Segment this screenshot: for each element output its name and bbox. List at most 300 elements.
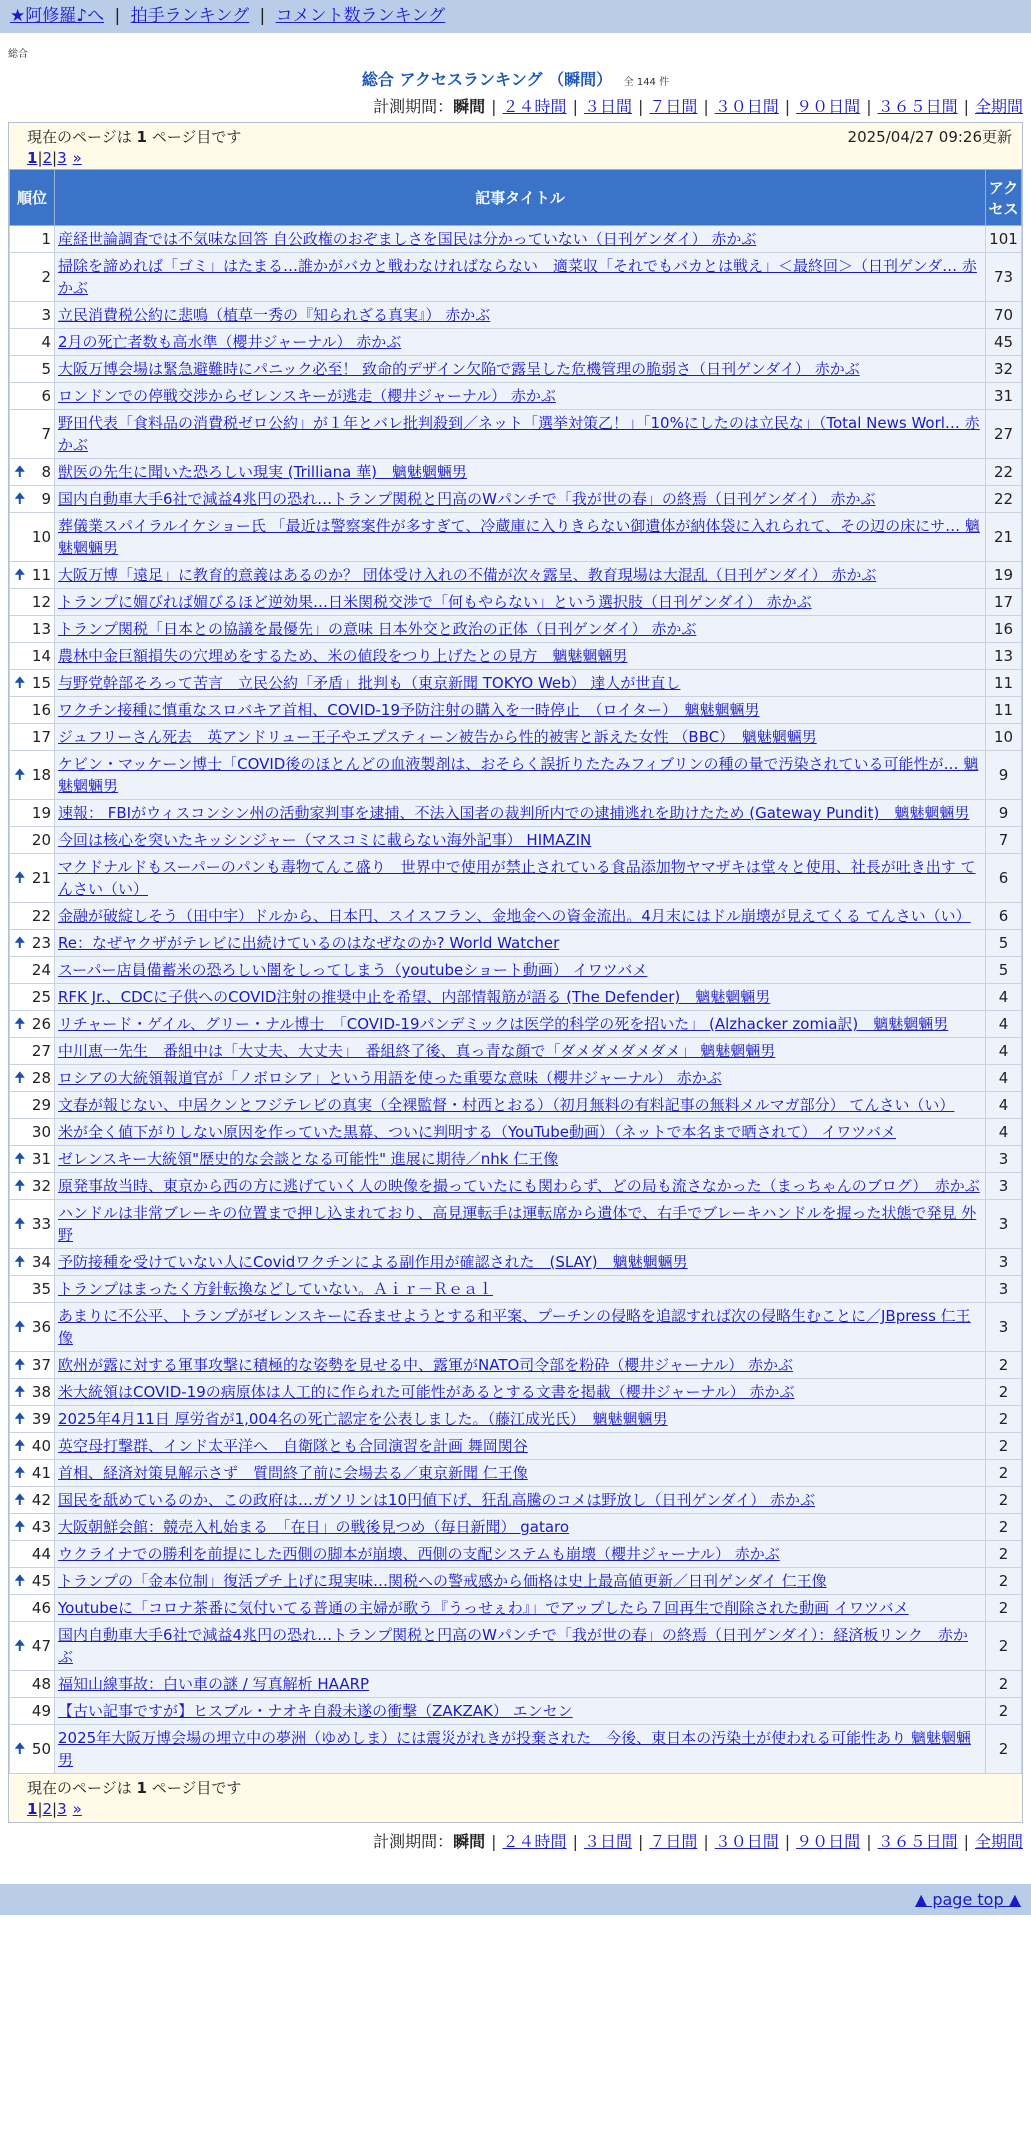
rank-cell: [10, 1092, 55, 1119]
access-count: 2: [986, 1622, 1022, 1671]
rank-cell: [10, 670, 55, 697]
period-separator: |: [866, 97, 872, 116]
table-row: [10, 1173, 1022, 1200]
article-link[interactable]: 葬儀業スパイラルイケショー氏 「最近は警察案件が多すぎて、冷蔵庫に入りきらない御遺体が納体袋に入れられて、その辺の床にサ… 魑魅魍魎男: [58, 517, 980, 557]
pager: [27, 149, 1012, 167]
table-row: [10, 616, 1022, 643]
title-cell: [55, 1249, 986, 1276]
rank-number: 14: [31, 647, 51, 665]
period-option-0[interactable]: ２４時間: [502, 1832, 567, 1851]
title-cell: [55, 589, 986, 616]
title-cell: [55, 226, 986, 253]
rank-cell: [10, 724, 55, 751]
title-cell: [55, 1038, 986, 1065]
period-label: 計測期間：: [373, 97, 454, 116]
article-link[interactable]: 米が全く値下がりしない原因を作っていた黒幕、ついに判明する（YouTube動画）（ネットで本名まで晒されて） イワツバメ: [58, 1123, 896, 1141]
rank-number: 18: [31, 766, 51, 784]
access-count: 2: [986, 1514, 1022, 1541]
pager-next[interactable]: »: [72, 149, 82, 167]
table-row: [10, 253, 1022, 302]
article-link[interactable]: ケビン・マッケーン博士「COVID後のほとんどの血液製剤は、おそらく誤折りたたみフィブリンの種の量で汚染されている可能性が… 魑魅魍魎男: [58, 755, 979, 795]
title-cell: [55, 1514, 986, 1541]
rank-cell: [10, 513, 55, 562]
table-row: [10, 1146, 1022, 1173]
rank-cell: [10, 486, 55, 513]
period-separator: |: [572, 1832, 578, 1851]
period-option-0[interactable]: ２４時間: [502, 97, 567, 116]
rank-cell: [10, 459, 55, 486]
rank-up-icon: 🠉: [14, 1519, 26, 1535]
pager-page-2[interactable]: 2: [42, 1800, 53, 1818]
rank-cell: [10, 1433, 55, 1460]
period-option-1[interactable]: ３日間: [583, 97, 632, 116]
rank-cell: [10, 957, 55, 984]
rank-cell: [10, 302, 55, 329]
period-separator: |: [703, 1832, 709, 1851]
rank-up-icon: 🠉: [14, 1638, 26, 1654]
article-link[interactable]: 欧州が露に対する軍事攻撃に積極的な姿勢を見せる中、露軍がNATO司令部を粉砕（櫻井ジャーナル） 赤かぶ: [58, 1356, 794, 1374]
footer-bar: [0, 1884, 1031, 1915]
access-count: 16: [986, 616, 1022, 643]
access-count: 2: [986, 1541, 1022, 1568]
article-link[interactable]: ワクチン接種に慎重なスロバキア首相、COVID-19予防注射の購入を一時停止 （ロイター） 魑魅魍魎男: [58, 701, 760, 719]
rank-number: 42: [31, 1491, 51, 1509]
period-current: 瞬間: [453, 1832, 486, 1851]
rank-up-icon: 🠉: [14, 1357, 26, 1373]
article-link[interactable]: Re：なぜヤクザがテレビに出続けているのはなぜなのか? World Watcher: [58, 934, 560, 952]
header-rank: 順位: [10, 170, 55, 226]
article-link[interactable]: 農林中金巨額損失の穴埋めをするため、米の値段をつり上げたとの見方 魑魅魍魎男: [58, 647, 628, 665]
rank-cell: [10, 1514, 55, 1541]
rank-up-icon: 🠉: [14, 1216, 26, 1232]
rank-cell: [10, 697, 55, 724]
article-link[interactable]: ロンドンでの停戦交渉からゼレンスキーが逃走（櫻井ジャーナル） 赤かぶ: [58, 387, 556, 405]
pager-page-1[interactable]: 1: [27, 1800, 38, 1818]
rank-up-icon: 🠉: [14, 675, 26, 691]
period-selector: [0, 94, 1031, 117]
rank-up-icon: 🠉: [14, 1151, 26, 1167]
access-count: 2: [986, 1487, 1022, 1514]
article-link[interactable]: ウクライナでの勝利を前提にした西側の脚本が崩壊、西側の支配システムも崩壊（櫻井ジャーナル） 赤かぶ: [58, 1545, 780, 1563]
period-option-2[interactable]: ７日間: [649, 1832, 698, 1851]
rank-cell: [10, 226, 55, 253]
pager-page-3[interactable]: 3: [57, 149, 67, 167]
table-row: [10, 1038, 1022, 1065]
pager-next[interactable]: »: [72, 1800, 82, 1818]
table-row: [10, 1595, 1022, 1622]
article-link[interactable]: 野田代表「食料品の消費税ゼロ公約」が１年とバレ批判殺到／ネット「選挙対策乙！」「10%にしたのは立民な」（Total News Worl… 赤かぶ: [58, 414, 980, 454]
access-count: 2: [986, 1460, 1022, 1487]
access-count: 4: [986, 1065, 1022, 1092]
pager: [27, 1800, 1012, 1818]
rank-cell: [10, 1352, 55, 1379]
rank-cell: [10, 1595, 55, 1622]
period-option-5[interactable]: ３６５日間: [877, 97, 958, 116]
rank-number: 24: [31, 961, 51, 979]
table-row: [10, 670, 1022, 697]
access-count: 5: [986, 930, 1022, 957]
article-link[interactable]: トランプ関税「日本との協議を最優先」の意味 日本外交と政治の正体（日刊ゲンダイ） 赤かぶ: [58, 620, 697, 638]
title-cell: [55, 827, 986, 854]
title-cell: [55, 903, 986, 930]
article-link[interactable]: トランプに媚びれば媚びるほど逆効果…日米関税交渉で「何もやらない」という選択肢（日刊ゲンダイ） 赤かぶ: [58, 593, 812, 611]
rank-number: 25: [31, 988, 51, 1006]
table-row: [10, 984, 1022, 1011]
table-row: [10, 697, 1022, 724]
period-separator: |: [784, 1832, 791, 1851]
table-row: [10, 800, 1022, 827]
rank-cell: [10, 356, 55, 383]
title-cell: [55, 1487, 986, 1514]
access-count: 27: [986, 410, 1022, 459]
pager-page-3[interactable]: 3: [57, 1800, 67, 1818]
access-count: 11: [986, 670, 1022, 697]
rank-number: 28: [31, 1069, 51, 1087]
article-link[interactable]: 掃除を諦めれば「ゴミ」はたまる…誰かがバカと戦わなければならない 適菜収「それでもバカとは戦え」＜最終回＞（日刊ゲンダ… 赤かぶ: [58, 257, 977, 297]
article-link[interactable]: 立民消費税公約に悲鳴（植草一秀の『知られざる真実』） 赤かぶ: [58, 306, 491, 324]
rank-number: 16: [31, 701, 51, 719]
header-title: 記事タイトル: [55, 170, 986, 226]
access-count: 22: [986, 459, 1022, 486]
title-cell: [55, 751, 986, 800]
table-row: [10, 827, 1022, 854]
period-option-3[interactable]: ３０日間: [714, 97, 779, 116]
article-link[interactable]: 今回は核心を突いたキッシンジャー（マスコミに載らない海外記事） HIMAZIN: [58, 831, 592, 849]
rank-number: 22: [31, 907, 51, 925]
table-row: [10, 1406, 1022, 1433]
table-row: [10, 1092, 1022, 1119]
title-cell: [55, 1406, 986, 1433]
period-separator: |: [963, 1832, 969, 1851]
rank-up-icon: 🠉: [14, 567, 26, 583]
comment-ranking-link[interactable]: コメント数ランキング: [275, 6, 446, 26]
rank-cell: [10, 1249, 55, 1276]
rank-cell: [10, 854, 55, 903]
access-count: 2: [986, 1433, 1022, 1460]
article-link[interactable]: Youtubeに「コロナ茶番に気付いてる普通の主婦が歌う『うっせぇわ』」でアップしたら７回再生で削除された動画 イワツバメ: [58, 1599, 909, 1617]
page-info-top: [9, 123, 1022, 169]
access-count: 9: [986, 751, 1022, 800]
title-cell: [55, 1092, 986, 1119]
rank-cell: [10, 329, 55, 356]
rank-up-icon: 🠉: [14, 1016, 26, 1032]
pager-page-2[interactable]: 2: [42, 149, 53, 167]
rank-cell: [10, 1698, 55, 1725]
rank-number: 33: [31, 1215, 51, 1233]
table-row: [10, 1698, 1022, 1725]
table-row: [10, 459, 1022, 486]
period-option-1[interactable]: ３日間: [583, 1832, 632, 1851]
rank-cell: [10, 1671, 55, 1698]
rank-number: 29: [31, 1096, 51, 1114]
ranking-table: [9, 169, 1022, 1774]
title-cell: [55, 1595, 986, 1622]
rank-cell: [10, 1487, 55, 1514]
article-link[interactable]: 首相、経済対策見解示さず 質問終了前に会場去る／東京新聞 仁王像: [58, 1464, 528, 1482]
rank-number: 36: [31, 1318, 51, 1336]
top-nav: [0, 0, 1031, 33]
rank-number: 32: [31, 1177, 51, 1195]
access-count: 2: [986, 1379, 1022, 1406]
rank-cell: [10, 1460, 55, 1487]
access-count: 2: [986, 1698, 1022, 1725]
access-count: 4: [986, 1011, 1022, 1038]
period-option-6[interactable]: 全期間: [974, 97, 1023, 116]
access-count: 2: [986, 1352, 1022, 1379]
rank-number: 20: [31, 831, 51, 849]
period-separator: |: [491, 97, 497, 116]
table-row: [10, 1119, 1022, 1146]
rank-cell: [10, 1065, 55, 1092]
article-link[interactable]: 獣医の先生に聞いた恐ろしい現実 (Trilliana 華) 魑魅魍魎男: [58, 463, 467, 481]
title-cell: [55, 1433, 986, 1460]
total-count: 全 144 件: [623, 77, 670, 88]
rank-cell: [10, 253, 55, 302]
page-info-bottom: [9, 1774, 1022, 1822]
access-count: 5: [986, 957, 1022, 984]
title-cell: [55, 1352, 986, 1379]
page-title: [0, 67, 1031, 90]
rank-number: 35: [31, 1280, 51, 1298]
article-link[interactable]: 【古い記事ですが】ヒスブル・ナオキ自殺未遂の衝撃（ZAKZAK） エンセン: [58, 1702, 573, 1720]
article-link[interactable]: 国民を舐めているのか、この政府は…ガソリンは10円値下げ、狂乱高騰のコメは野放し（日刊ゲンダイ） 赤かぶ: [58, 1491, 816, 1509]
access-count: 22: [986, 486, 1022, 513]
access-count: 2: [986, 1725, 1022, 1774]
table-row: [10, 410, 1022, 459]
access-count: 32: [986, 356, 1022, 383]
period-option-4[interactable]: ９０日間: [796, 1832, 861, 1851]
table-row: [10, 329, 1022, 356]
article-link[interactable]: 原発事故当時、東京から西の方に逃げていく人の映像を撮っていたにも関わらず、どの局も流さなかった（まっちゃんのブログ） 赤かぶ: [58, 1177, 980, 1195]
pager-separator: |: [52, 1800, 58, 1818]
rank-number: 34: [31, 1253, 51, 1271]
access-count: 6: [986, 854, 1022, 903]
rank-cell: [10, 1406, 55, 1433]
rank-number: 30: [31, 1123, 51, 1141]
rank-cell: [10, 1303, 55, 1352]
period-option-5[interactable]: ３６５日間: [877, 1832, 958, 1851]
period-separator: |: [637, 1832, 644, 1851]
article-link[interactable]: 文春が報じない、中居クンとフジテレビの真実（全裸監督・村西とおる）（初月無料の有料記事の無料メルマガ部分） てんさい（い）: [58, 1096, 955, 1114]
rank-number: 8: [41, 463, 51, 481]
title-cell: [55, 1568, 986, 1595]
access-count: 4: [986, 984, 1022, 1011]
title-cell: [55, 253, 986, 302]
rank-number: 26: [31, 1015, 51, 1033]
rank-cell: [10, 1146, 55, 1173]
table-row: [10, 1276, 1022, 1303]
access-count: 19: [986, 562, 1022, 589]
rank-cell: [10, 616, 55, 643]
rank-number: 37: [31, 1356, 51, 1374]
article-link[interactable]: ゼレンスキー大統領"歴史的な会談となる可能性" 進展に期待／nhk 仁王像: [58, 1150, 559, 1168]
rank-cell: [10, 984, 55, 1011]
rank-number: 4: [41, 333, 51, 351]
article-link[interactable]: 福知山線事故：白い車の謎 / 写真解析 HAARP: [58, 1675, 370, 1693]
rank-cell: [10, 751, 55, 800]
current-page-text: 現在のページは 1 ページ目です: [27, 1779, 242, 1797]
ranking-container: [8, 122, 1023, 1823]
article-link[interactable]: ハンドルは非常ブレーキの位置まで押し込まれており、高見運転手は運転席から遺体で、右手でブレーキハンドルを握った状態で発見 外野: [58, 1204, 977, 1244]
access-count: 3: [986, 1173, 1022, 1200]
ranking-title: 総合 アクセスランキング （瞬間）: [361, 70, 613, 89]
nav-separator: |: [114, 6, 121, 26]
title-cell: [55, 1725, 986, 1774]
rank-cell: [10, 1568, 55, 1595]
article-link[interactable]: あまりに不公平、トランプがゼレンスキーに呑ませようとする和平案、プーチンの侵略を追認すれば次の侵略生むことに／JBpress 仁王像: [58, 1307, 971, 1347]
rank-number: 11: [31, 566, 51, 584]
access-count: 11: [986, 697, 1022, 724]
access-count: 2: [986, 1595, 1022, 1622]
pager-page-1[interactable]: 1: [27, 149, 38, 167]
period-option-2[interactable]: ７日間: [649, 97, 698, 116]
article-link[interactable]: 中川恵一先生 番組中は「大丈夫、大丈夫」 番組終了後、真っ青な顔で「ダメダメダメダメ」 魑魅魍魎男: [58, 1042, 776, 1060]
article-link[interactable]: 2025年大阪万博会場の埋立中の夢洲（ゆめしま）には震災がれきが投棄された 今後、東日本の汚染土が使われる可能性あり 魑魅魍魎男: [58, 1729, 971, 1769]
access-count: 73: [986, 253, 1022, 302]
title-cell: [55, 459, 986, 486]
title-cell: [55, 697, 986, 724]
rank-cell: [10, 1119, 55, 1146]
article-link[interactable]: ロシアの大統領報道官が「ノボロシア」という用語を使った重要な意味（櫻井ジャーナル） 赤かぶ: [58, 1069, 722, 1087]
article-link[interactable]: スーパー店員備蓄米の恐ろしい闇をしってしまう（youtubeショート動画） イワツバメ: [58, 961, 648, 979]
applause-ranking-link[interactable]: 拍手ランキング: [130, 6, 250, 26]
rank-up-icon: 🠉: [14, 767, 26, 783]
period-option-4[interactable]: ９０日間: [796, 97, 861, 116]
article-link[interactable]: 大阪朝鮮会館：競売入札始まる 「在日」の戦後見つめ（毎日新聞） gataro: [58, 1518, 570, 1536]
article-link[interactable]: 2025年4月11日 厚労省が1,004名の死亡認定を公表しました。（藤江成光氏） 魑魅魍魎男: [58, 1410, 668, 1428]
access-count: 13: [986, 643, 1022, 670]
table-row: [10, 643, 1022, 670]
table-row: [10, 1303, 1022, 1352]
period-separator: |: [637, 97, 644, 116]
access-count: 70: [986, 302, 1022, 329]
title-cell: [55, 1303, 986, 1352]
article-link[interactable]: 速報： FBIがウィスコンシン州の活動家判事を逮捕、不法入国者の裁判所内での逮捕逃れを助けたため (Gateway Pundit) 魑魅魍魎男: [58, 804, 970, 822]
access-count: 4: [986, 1092, 1022, 1119]
rank-cell: [10, 1379, 55, 1406]
rank-up-icon: 🠉: [14, 1438, 26, 1454]
article-link[interactable]: リチャード・ゲイル、グリー・ナル博士 「COVID-19パンデミックは医学的科学の死を招いた」 (Alzhacker zomia訳) 魑魅魍魎男: [58, 1015, 949, 1033]
rank-up-icon: 🠉: [14, 1178, 26, 1194]
rank-up-icon: 🠉: [14, 1254, 26, 1270]
rank-number: 23: [31, 934, 51, 952]
article-link[interactable]: マクドナルドもスーパーのパンも毒物てんこ盛り 世界中で使用が禁止されている食品添加物ヤマザキは堂々と使用、社長が吐き出す てんさい（い）: [58, 858, 976, 898]
title-cell: [55, 984, 986, 1011]
rank-number: 45: [31, 1572, 51, 1590]
current-page-text: 現在のページは 1 ページ目です: [27, 128, 242, 146]
rank-number: 38: [31, 1383, 51, 1401]
rank-number: 41: [31, 1464, 51, 1482]
access-count: 21: [986, 513, 1022, 562]
title-cell: [55, 1146, 986, 1173]
table-row: [10, 903, 1022, 930]
article-link[interactable]: ジュフリーさん死去 英アンドリュー王子やエプスティーン被告から性的被害と訴えた女性 （BBC） 魑魅魍魎男: [58, 728, 817, 746]
table-row: [10, 724, 1022, 751]
rank-cell: [10, 1276, 55, 1303]
table-row: [10, 1352, 1022, 1379]
article-link[interactable]: 国内自動車大手6社で減益4兆円の恐れ…トランプ関税と円高のWパンチで「我が世の春」の終焉（日刊ゲンダイ） 赤かぶ: [58, 490, 876, 508]
table-row: [10, 751, 1022, 800]
article-link[interactable]: 英空母打撃群、インド太平洋へ 自衛隊とも合同演習を計画 舞岡関谷: [58, 1437, 528, 1455]
article-link[interactable]: 2月の死亡者数も高水準（櫻井ジャーナル） 赤かぶ: [58, 333, 402, 351]
rank-cell: [10, 643, 55, 670]
article-link[interactable]: 予防接種を受けていない人にCovidワクチンによる副作用が確認された (SLAY) 魑魅魍魎男: [58, 1253, 688, 1271]
rank-number: 31: [31, 1150, 51, 1168]
rank-number: 40: [31, 1437, 51, 1455]
page-top-link[interactable]: ▲ page top ▲: [914, 1890, 1021, 1909]
rank-cell: [10, 1725, 55, 1774]
rank-up-icon: 🠉: [14, 1384, 26, 1400]
title-cell: [55, 383, 986, 410]
period-option-6[interactable]: 全期間: [974, 1832, 1023, 1851]
article-link[interactable]: 金融が破綻しそう（田中宇）ドルから、日本円、スイスフラン、金地金への資金流出。4月末にはドル崩壊が見えてくる てんさい（い）: [58, 907, 971, 925]
access-count: 7: [986, 827, 1022, 854]
article-link[interactable]: 国内自動車大手6社で減益4兆円の恐れ…トランプ関税と円高のWパンチで「我が世の春」の終焉（日刊ゲンダイ）：経済板リンク 赤かぶ: [58, 1626, 968, 1666]
access-count: 101: [986, 226, 1022, 253]
rank-up-icon: 🠉: [14, 1465, 26, 1481]
table-row: [10, 1433, 1022, 1460]
rank-up-icon: 🠉: [14, 491, 26, 507]
period-separator: |: [703, 97, 709, 116]
table-row: [10, 1379, 1022, 1406]
rank-cell: [10, 1038, 55, 1065]
period-separator: |: [572, 97, 578, 116]
article-link[interactable]: トランプの「金本位制」復活プチ上げに現実味…関税への警戒感から価格は史上最高値更新／日刊ゲンダイ 仁王像: [58, 1572, 827, 1590]
rank-up-icon: 🠉: [14, 1070, 26, 1086]
rank-number: 15: [31, 674, 51, 692]
rank-number: 44: [31, 1545, 51, 1563]
access-count: 45: [986, 329, 1022, 356]
article-link[interactable]: 産経世論調査では不気味な回答 自公政権のおぞましさを国民は分かっていない（日刊ゲンダイ） 赤かぶ: [58, 230, 757, 248]
table-row: [10, 1011, 1022, 1038]
rank-up-icon: 🠉: [14, 1411, 26, 1427]
title-cell: [55, 1671, 986, 1698]
table-row: [10, 356, 1022, 383]
table-row: [10, 302, 1022, 329]
title-cell: [55, 1119, 986, 1146]
rank-cell: [10, 1200, 55, 1249]
rank-number: 43: [31, 1518, 51, 1536]
article-link[interactable]: 米大統領はCOVID-19の病原体は人工的に作られた可能性があるとする文書を掲載（櫻井ジャーナル） 赤かぶ: [58, 1383, 795, 1401]
table-row: [10, 957, 1022, 984]
pager-separator: |: [37, 1800, 43, 1818]
access-count: 4: [986, 1038, 1022, 1065]
rank-up-icon: 🠉: [14, 464, 26, 480]
title-cell: [55, 1541, 986, 1568]
table-row: [10, 486, 1022, 513]
rank-number: 3: [41, 306, 51, 324]
table-row: [10, 562, 1022, 589]
title-cell: [55, 1276, 986, 1303]
title-cell: [55, 1622, 986, 1671]
table-row: [10, 226, 1022, 253]
table-row: [10, 1725, 1022, 1774]
article-link[interactable]: 与野党幹部そろって苦言 立民公約「矛盾」批判も（東京新聞 TOKYO Web） 達人が世直し: [58, 674, 681, 692]
period-label: 計測期間：: [373, 1832, 454, 1851]
article-link[interactable]: 大阪万博「遠足」に教育的意義はあるのか？ 団体受け入れの不備が次々露呈、教育現場は大混乱（日刊ゲンダイ） 赤かぶ: [58, 566, 877, 584]
table-row: [10, 513, 1022, 562]
update-time: 2025/04/27 09:26更新: [847, 128, 1012, 146]
home-link[interactable]: ★阿修羅♪へ: [10, 6, 105, 26]
rank-cell: [10, 589, 55, 616]
article-link[interactable]: 大阪万博会場は緊急避難時にパニック必至！ 致命的デザイン欠陥で露呈した危機管理の脆弱さ（日刊ゲンダイ） 赤かぶ: [58, 360, 860, 378]
nav-separator: |: [259, 6, 266, 26]
title-cell: [55, 302, 986, 329]
article-link[interactable]: RFK Jr.、CDCに子供へのCOVID注射の推奨中止を希望、内部情報筋が語る (The Defender) 魑魅魍魎男: [58, 988, 771, 1006]
title-cell: [55, 486, 986, 513]
period-option-3[interactable]: ３０日間: [714, 1832, 779, 1851]
article-link[interactable]: トランプはまったく方針転換などしていない。Ａｉｒ－Ｒｅａｌ: [58, 1280, 494, 1298]
